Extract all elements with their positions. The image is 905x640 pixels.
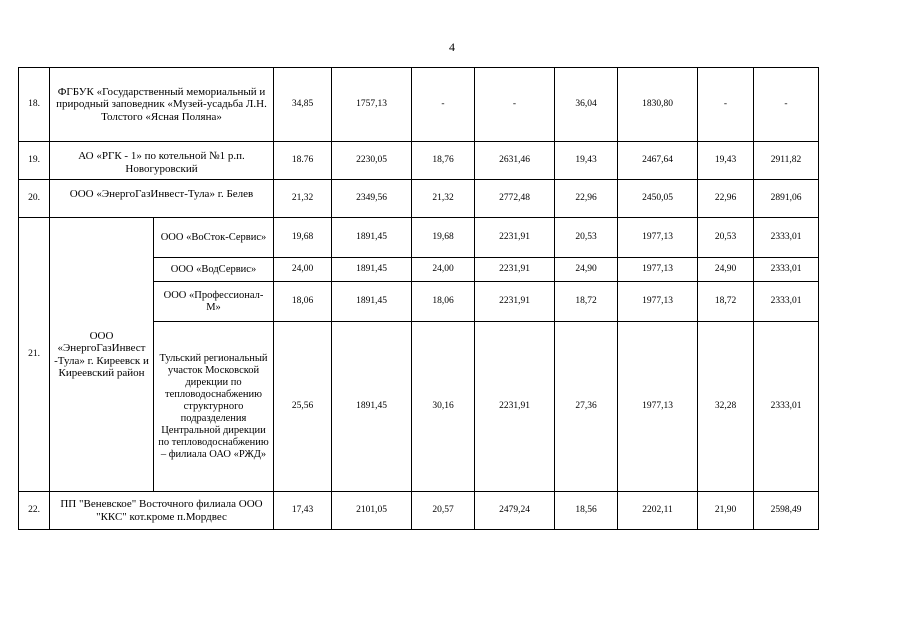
value-cell: 1891,45 [332,322,412,492]
value-cell: 20,53 [555,218,618,258]
value-cell: 18.76 [274,142,332,180]
value-cell: - [475,68,555,142]
value-cell: 17,43 [274,492,332,530]
value-cell: 1977,13 [618,218,698,258]
value-cell: 2231,91 [475,258,555,282]
organization-name: ФГБУК «Государственный мемориальный и природный заповедник «Музей-усадьба Л.Н. Толстого «Ясная Поляна» [50,68,274,142]
value-cell: 19,68 [274,218,332,258]
value-cell: 19,43 [555,142,618,180]
value-cell: 22,96 [698,180,754,218]
row-number: 19. [19,142,50,180]
value-cell: - [698,68,754,142]
table-row [19,218,819,258]
page-number: 4 [449,40,455,54]
value-cell: 34,85 [274,68,332,142]
row-number: 18. [19,68,50,142]
value-cell: 2231,91 [475,322,555,492]
value-cell: 25,56 [274,322,332,492]
value-cell: 2333,01 [754,282,819,322]
value-cell: 18,72 [698,282,754,322]
table-row [19,180,819,218]
organization-name: ООО «ЭнергоГазИнвест-Тула» г. Белев [50,180,274,218]
sub-organization-name: ООО «ВодСервис» [154,258,274,282]
value-cell: 2230,05 [332,142,412,180]
value-cell: 18,06 [274,282,332,322]
table-row [19,492,819,530]
value-cell: 18,06 [412,282,475,322]
tariff-table [18,67,819,530]
value-cell: 2349,56 [332,180,412,218]
value-cell: 2772,48 [475,180,555,218]
table-row [19,68,819,142]
organization-name: ПП "Веневское" Восточного филиала ООО "ККС" кот.кроме п.Мордвес [50,492,274,530]
organization-name: ООО «ЭнергоГазИнвест -Тула» г. Киреевск и Киреевский район [50,218,154,492]
table-row [19,142,819,180]
value-cell: 22,96 [555,180,618,218]
value-cell: 2911,82 [754,142,819,180]
value-cell: 21,32 [412,180,475,218]
value-cell: 2333,01 [754,258,819,282]
sub-organization-name: Тульский региональный участок Московской дирекции по тепловодоснабжению структурного подразделения Центральной дирекции по тепловодоснабжению – филиала ОАО «РЖД» [154,322,274,492]
value-cell: 2231,91 [475,282,555,322]
value-cell: 1891,45 [332,258,412,282]
value-cell: 2333,01 [754,218,819,258]
value-cell: 2479,24 [475,492,555,530]
value-cell: 24,90 [555,258,618,282]
value-cell: 2631,46 [475,142,555,180]
value-cell: 24,90 [698,258,754,282]
value-cell: 27,36 [555,322,618,492]
value-cell: 24,00 [274,258,332,282]
value-cell: 2333,01 [754,322,819,492]
value-cell: 36,04 [555,68,618,142]
value-cell: 2450,05 [618,180,698,218]
value-cell: 24,00 [412,258,475,282]
value-cell: 20,53 [698,218,754,258]
sub-organization-name: ООО «ВоСток-Сервис» [154,218,274,258]
value-cell: 2231,91 [475,218,555,258]
row-number: 22. [19,492,50,530]
value-cell: 30,16 [412,322,475,492]
value-cell: 1830,80 [618,68,698,142]
value-cell: 18,72 [555,282,618,322]
value-cell: 20,57 [412,492,475,530]
row-number: 20. [19,180,50,218]
value-cell: 1977,13 [618,258,698,282]
value-cell: 19,43 [698,142,754,180]
value-cell: 2202,11 [618,492,698,530]
value-cell: 2101,05 [332,492,412,530]
value-cell: 2467,64 [618,142,698,180]
value-cell: 21,90 [698,492,754,530]
value-cell: 1757,13 [332,68,412,142]
value-cell: 19,68 [412,218,475,258]
value-cell: 1891,45 [332,218,412,258]
sub-organization-name: ООО «Профессионал-М» [154,282,274,322]
value-cell: 32,28 [698,322,754,492]
value-cell: 18,76 [412,142,475,180]
value-cell: - [412,68,475,142]
value-cell: 21,32 [274,180,332,218]
row-number: 21. [19,218,50,492]
organization-name: АО «РГК - 1» по котельной №1 р.п. Новогуровский [50,142,274,180]
value-cell: - [754,68,819,142]
value-cell: 1977,13 [618,322,698,492]
value-cell: 1891,45 [332,282,412,322]
value-cell: 18,56 [555,492,618,530]
value-cell: 1977,13 [618,282,698,322]
value-cell: 2598,49 [754,492,819,530]
value-cell: 2891,06 [754,180,819,218]
